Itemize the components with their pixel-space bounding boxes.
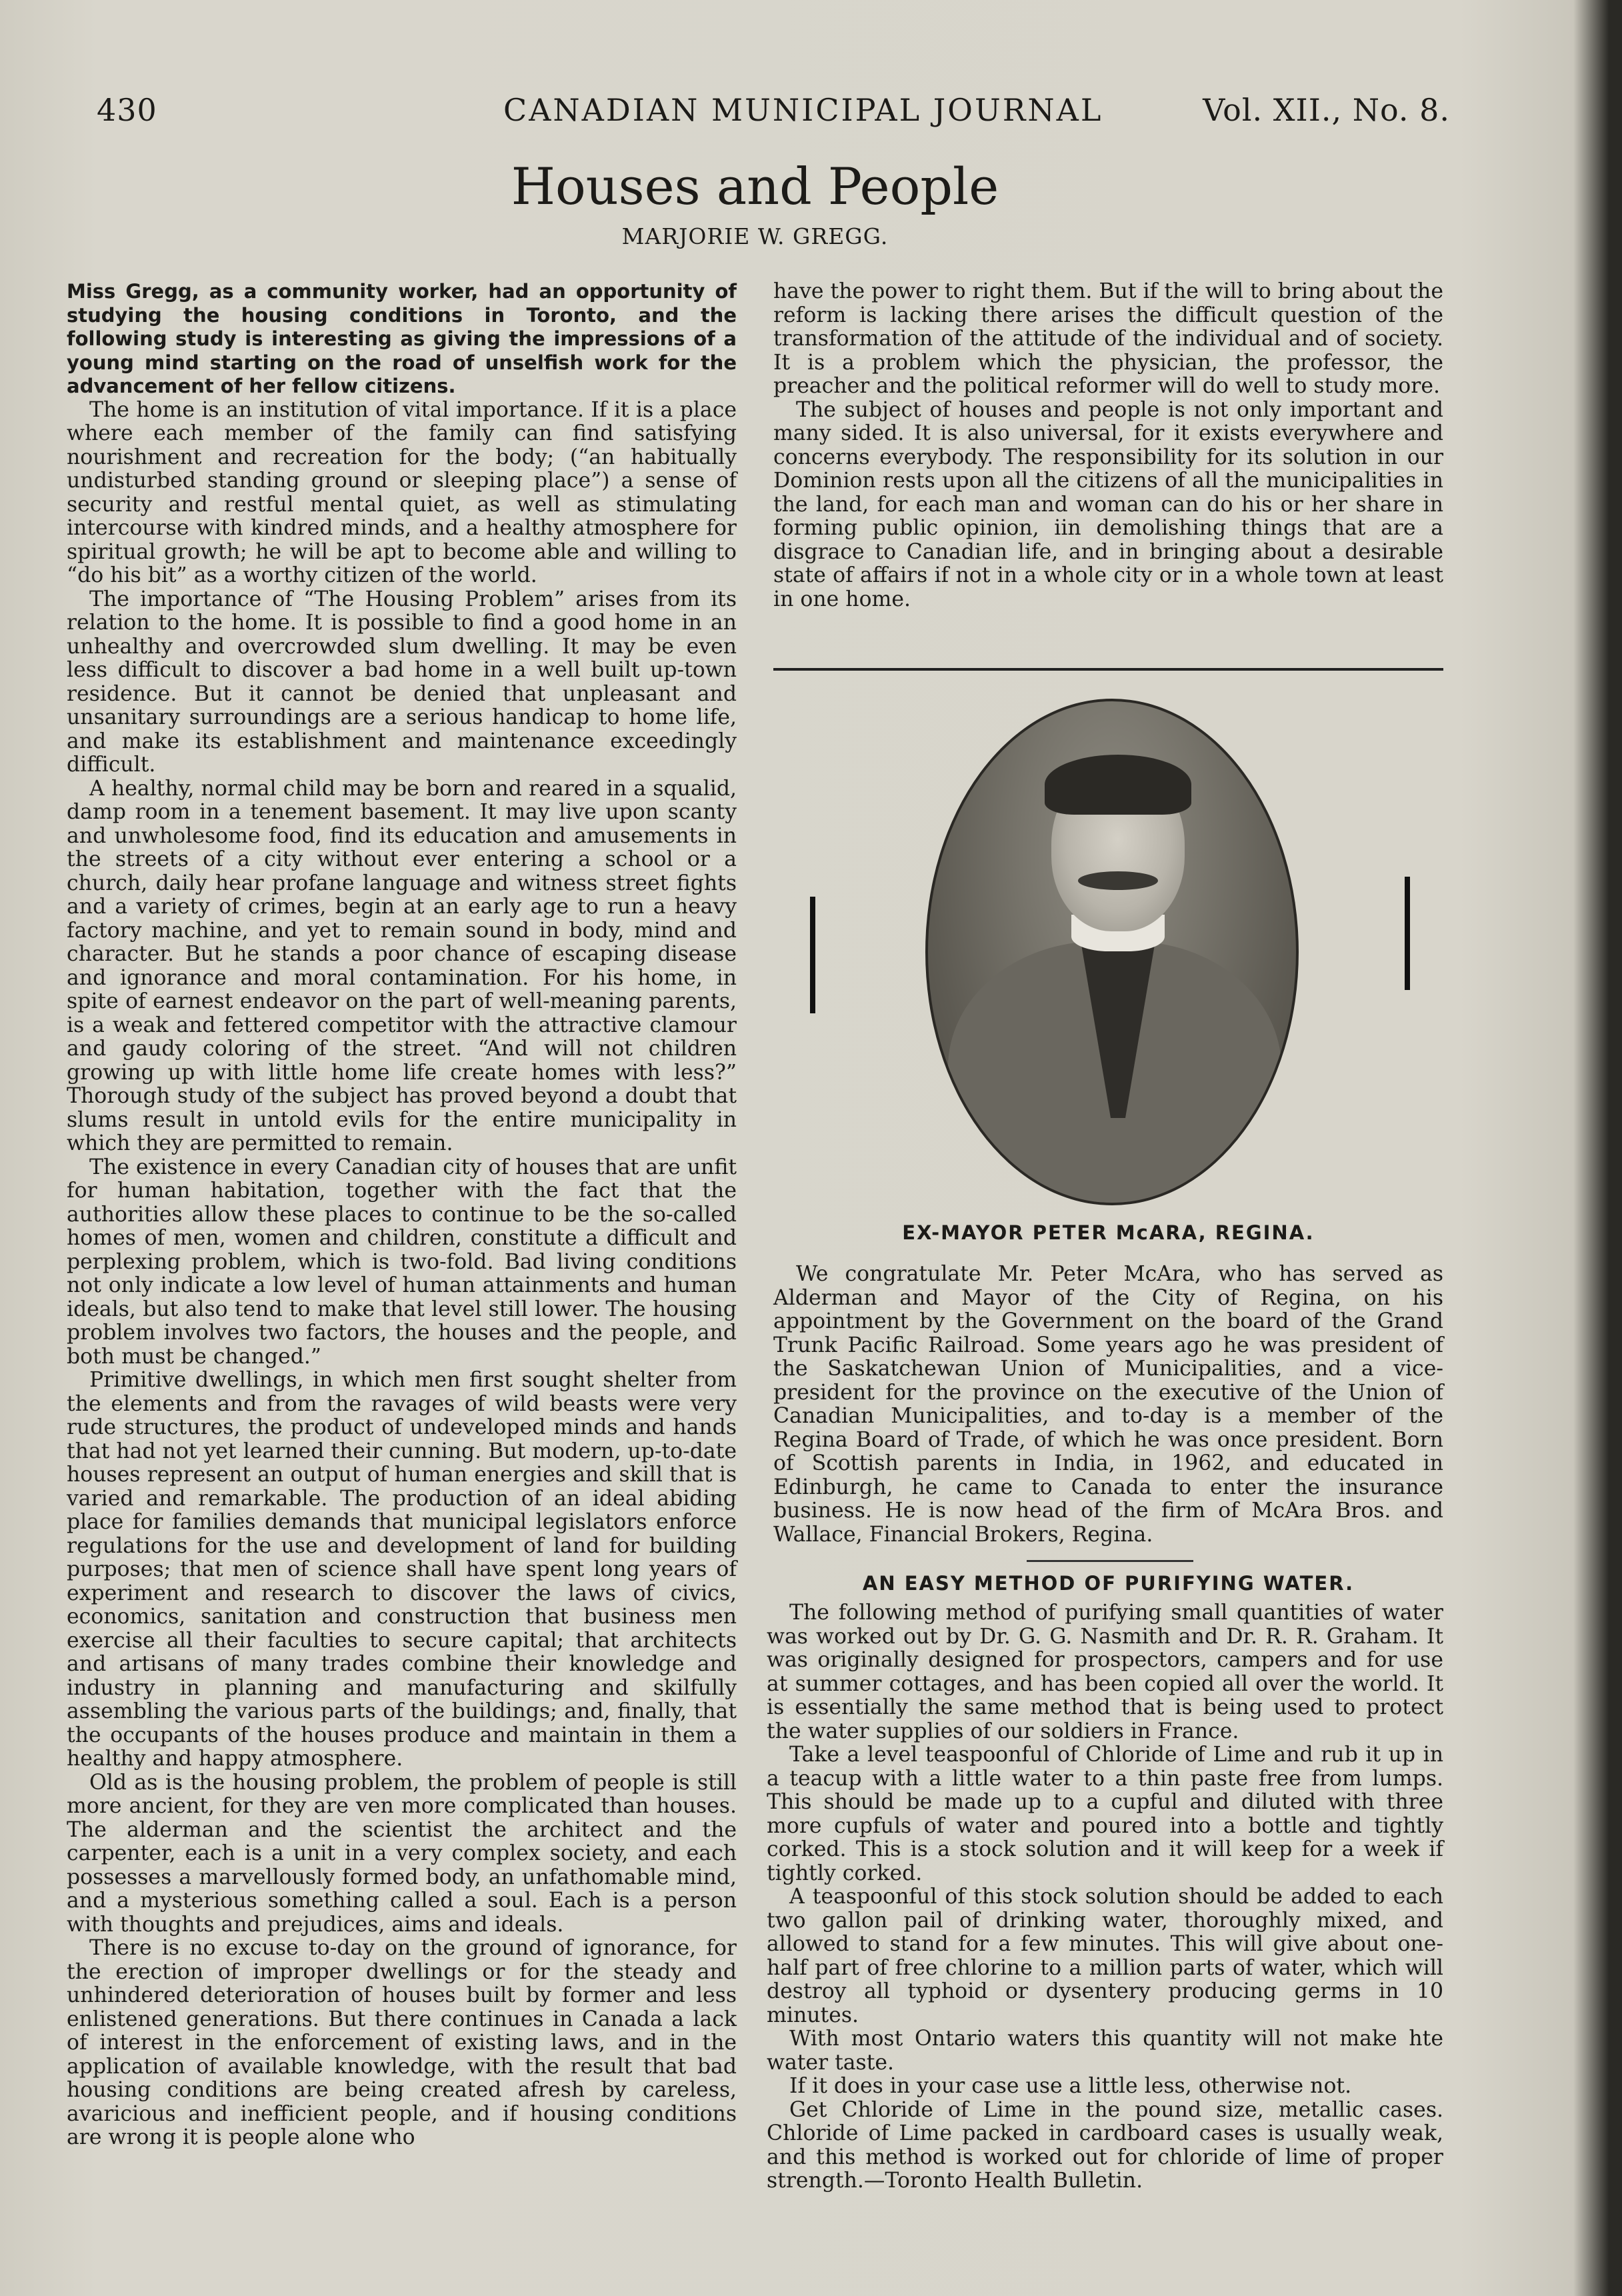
short-divider (1027, 1560, 1193, 1562)
decorative-bar-right (1405, 877, 1410, 990)
decorative-bar-left (810, 897, 815, 1013)
volume-number: Vol. XII., No. 8. (1203, 92, 1450, 128)
article-paragraph: Primitive dwellings, in which men first sought shelter from the elements and from the ravages of wild beasts were very rude structures, the product of undeveloped minds and hands that had not yet learned their cunning. But modern, up-to-date houses represent an output of human energies and skill that is varied and remarkable. The production of an ideal abiding place for families demands that municipal legislators enforce regulations for the use and development of land for building purposes; that men of science shall have spent long years of experiment and research to discover the laws of civics, economics, sanitation and construction that business men exercise all their faculties to secure capital; that architects and artisans of many trades combine their knowledge and industry in planning and manufacturing and skilfully assembling the various parts of the buildings; and, finally, that the occupants of the houses produce and maintain in them a healthy and happy atmosphere. (67, 1368, 737, 1771)
article-paragraph: A healthy, normal child may be born and reared in a squalid, damp room in a tenement basement. It may live upon scanty and unwholesome food, find its education and amusements in the streets of a city without ever entering a school or a church, daily hear profane language and witness street fights and a variety of crimes, begin at an early age to run a heavy factory machine, and yet to remain sound in body, mind and character. But he stands a poor chance of escaping disease and ignorance and moral contamination. For his home, in spite of earnest endeavor on the part of well-meaning parents, is a weak and fettered competitor with the attractive clamour and gaudy coloring of the street. “And will not children growing up with little home life create homes with less?” Thorough study of the subject has proved beyond a doubt that slums result in untold evils for the entire municipality in which they are permitted to remain. (67, 776, 737, 1155)
journal-title: CANADIAN MUNICIPAL JOURNAL (503, 92, 1103, 128)
portrait-caption: EX-MAYOR PETER McARA, REGINA. (902, 1221, 1315, 1244)
article-title: Houses and People (511, 157, 999, 216)
article-paragraph: The subject of houses and people is not only important and many sided. It is also universal, for it exists everywhere and concerns everybody. The responsibility for its solution in our Dominion rests upon all the citizens of all the municipalities in the land, for each man and woman can do his or her share in forming public opinion, iin demolishing things that are a disgrace to Canadian life, and in bringing about a desirable state of affairs if not in a whole city or in a whole town at least in one home. (773, 397, 1443, 611)
article-intro: Miss Gregg, as a community worker, had an opportunity of studying the housing conditions in Toronto, and the following study is interesting as giving the impressions of a young mind starting on the road of unselfish work for the advancement of her fellow citizens. (67, 280, 737, 397)
article-paragraph: Old as is the housing problem, the problem of people is still more ancient, for they are ven more complicated than houses. The alderman and the scientist the architect and the carpenter, each is a unit in a very complex society, and each possesses a marvellously formed body, an unfathomable mind, and a mysterious something called a soul. Each is a person with thoughts and prejudices, aims and ideals. (67, 1770, 737, 1937)
article-paragraph: The existence in every Canadian city of houses that are unfit for human habitation, together with the fact that the authorities allow these places to continue to be the so-called homes of men, women and children, constitute a difficult and perplexing problem, which is two-fold. Bad living conditions not only indicate a low level of human attainments and human ideals, but also tend to make that level still lower. The housing problem involves two factors, the houses and the people, and both must be changed.” (67, 1155, 737, 1369)
mayor-paragraph: We congratulate Mr. Peter McAra, who has served as Alderman and Mayor of the City of Regina, on his appointment by the Government on the board of the Grand Trunk Pacific Railroad. Some years ago he was president of the Saskatchewan Union of Municipalities, and a vice-president for the province on the executive of the Union of Canadian Municipalities, and to-day is a member of the Regina Board of Trade, of which he was once president. Born of Scottish parents in India, in 1962, and educated in Edinburgh, he came to Canada to enter the insurance business. He is now head of the firm of McAra Bros. and Wallace, Financial Brokers, Regina. (773, 1262, 1443, 1547)
mayor-article (773, 1263, 1443, 1547)
page-number: 430 (97, 92, 157, 128)
water-paragraph: The following method of purifying small quantities of water was worked out by Dr. G. G. Nasmith and Dr. R. R. Graham. It was originally designed for prospectors, campers and for use at summer cottages, and has been copied all over the world. It is essentially the same method that is being used to protect the water supplies of our soldiers in France. (767, 1601, 1443, 1743)
water-paragraph: With most Ontario waters this quantity will not make hte water taste. (767, 2027, 1443, 2075)
right-column-continuation (773, 280, 1443, 611)
section-divider (773, 668, 1443, 671)
water-paragraph: If it does in your case use a little less, otherwise not. (789, 2074, 1352, 2098)
article-paragraph: The importance of “The Housing Problem” arises from its relation to the home. It is possible to find a good home in an unhealthy and overcrowded slum dwelling. It may be even less difficult to discover a bad home in a well built up-town residence. But it cannot be denied that unpleasant and unsanitary surroundings are a serious handicap to home life, and make its establishment and maintenance exceedingly difficult. (67, 587, 737, 777)
article-paragraph: The home is an institution of vital importance. If it is a place where each member of the family can find satisfying nourishment and recreation for the body; (“an habitually undisturbed standing ground or sleeping place”) a sense of security and restful mental quiet, as well as stimulating intercourse with kindred minds, and a healthy atmosphere for spiritual growth; he will be apt to become able and willing to “do his bit” as a worthy citizen of the world. (67, 397, 737, 587)
article-byline: MARJORIE W. GREGG. (621, 223, 889, 249)
water-heading: AN EASY METHOD OF PURIFYING WATER. (862, 1572, 1355, 1595)
article-paragraph: There is no excuse to-day on the ground of ignorance, for the erection of improper dwellings or for the steady and unhindered deterioration of houses built by former and less enlistened generations. But there continues in Canada a lack of interest in the enforcement of existing laws, and in the application of available knowledge, with the result that bad housing conditions are being created afresh by careless, avaricious and inefficient people, and if housing conditions are wrong it is people alone who (67, 1936, 737, 2149)
left-column (67, 280, 737, 2150)
water-paragraph: Get Chloride of Lime in the pound size, metallic cases. Chloride of Lime packed in cardboard cases is usually weak, and this method is worked out for chloride of lime of proper strength.—Toronto Health Bulletin. (767, 2097, 1443, 2193)
water-paragraph: A teaspoonful of this stock solution should be added to each two gallon pail of drinking water, thoroughly mixed, and allowed to stand for a few minutes. This will give about one-half part of free chlorine to a million parts of water, which will destroy all typhoid or dysentery producing germs in 10 minutes. (767, 1885, 1443, 2027)
article-paragraph: have the power to right them. But if the will to bring about the reform is lacking there arises the difficult question of the transformation of the attitude of the individual and of society. It is a problem which the physician, the professor, the preacher and the political reformer will do well to study more. (773, 279, 1443, 398)
water-article (767, 1601, 1443, 2193)
water-paragraph: Take a level teaspoonful of Chloride of Lime and rub it up in a teacup with a little water to a thin paste free from lumps. This should be made up to a cupful and diluted with three more cupfuls of water and poured into a bottle and tightly corked. This is a stock solution and it will keep for a week if tightly corked. (767, 1743, 1443, 1885)
mayor-portrait (925, 699, 1299, 1205)
running-header (97, 92, 1450, 132)
portrait-photo (925, 699, 1299, 1205)
